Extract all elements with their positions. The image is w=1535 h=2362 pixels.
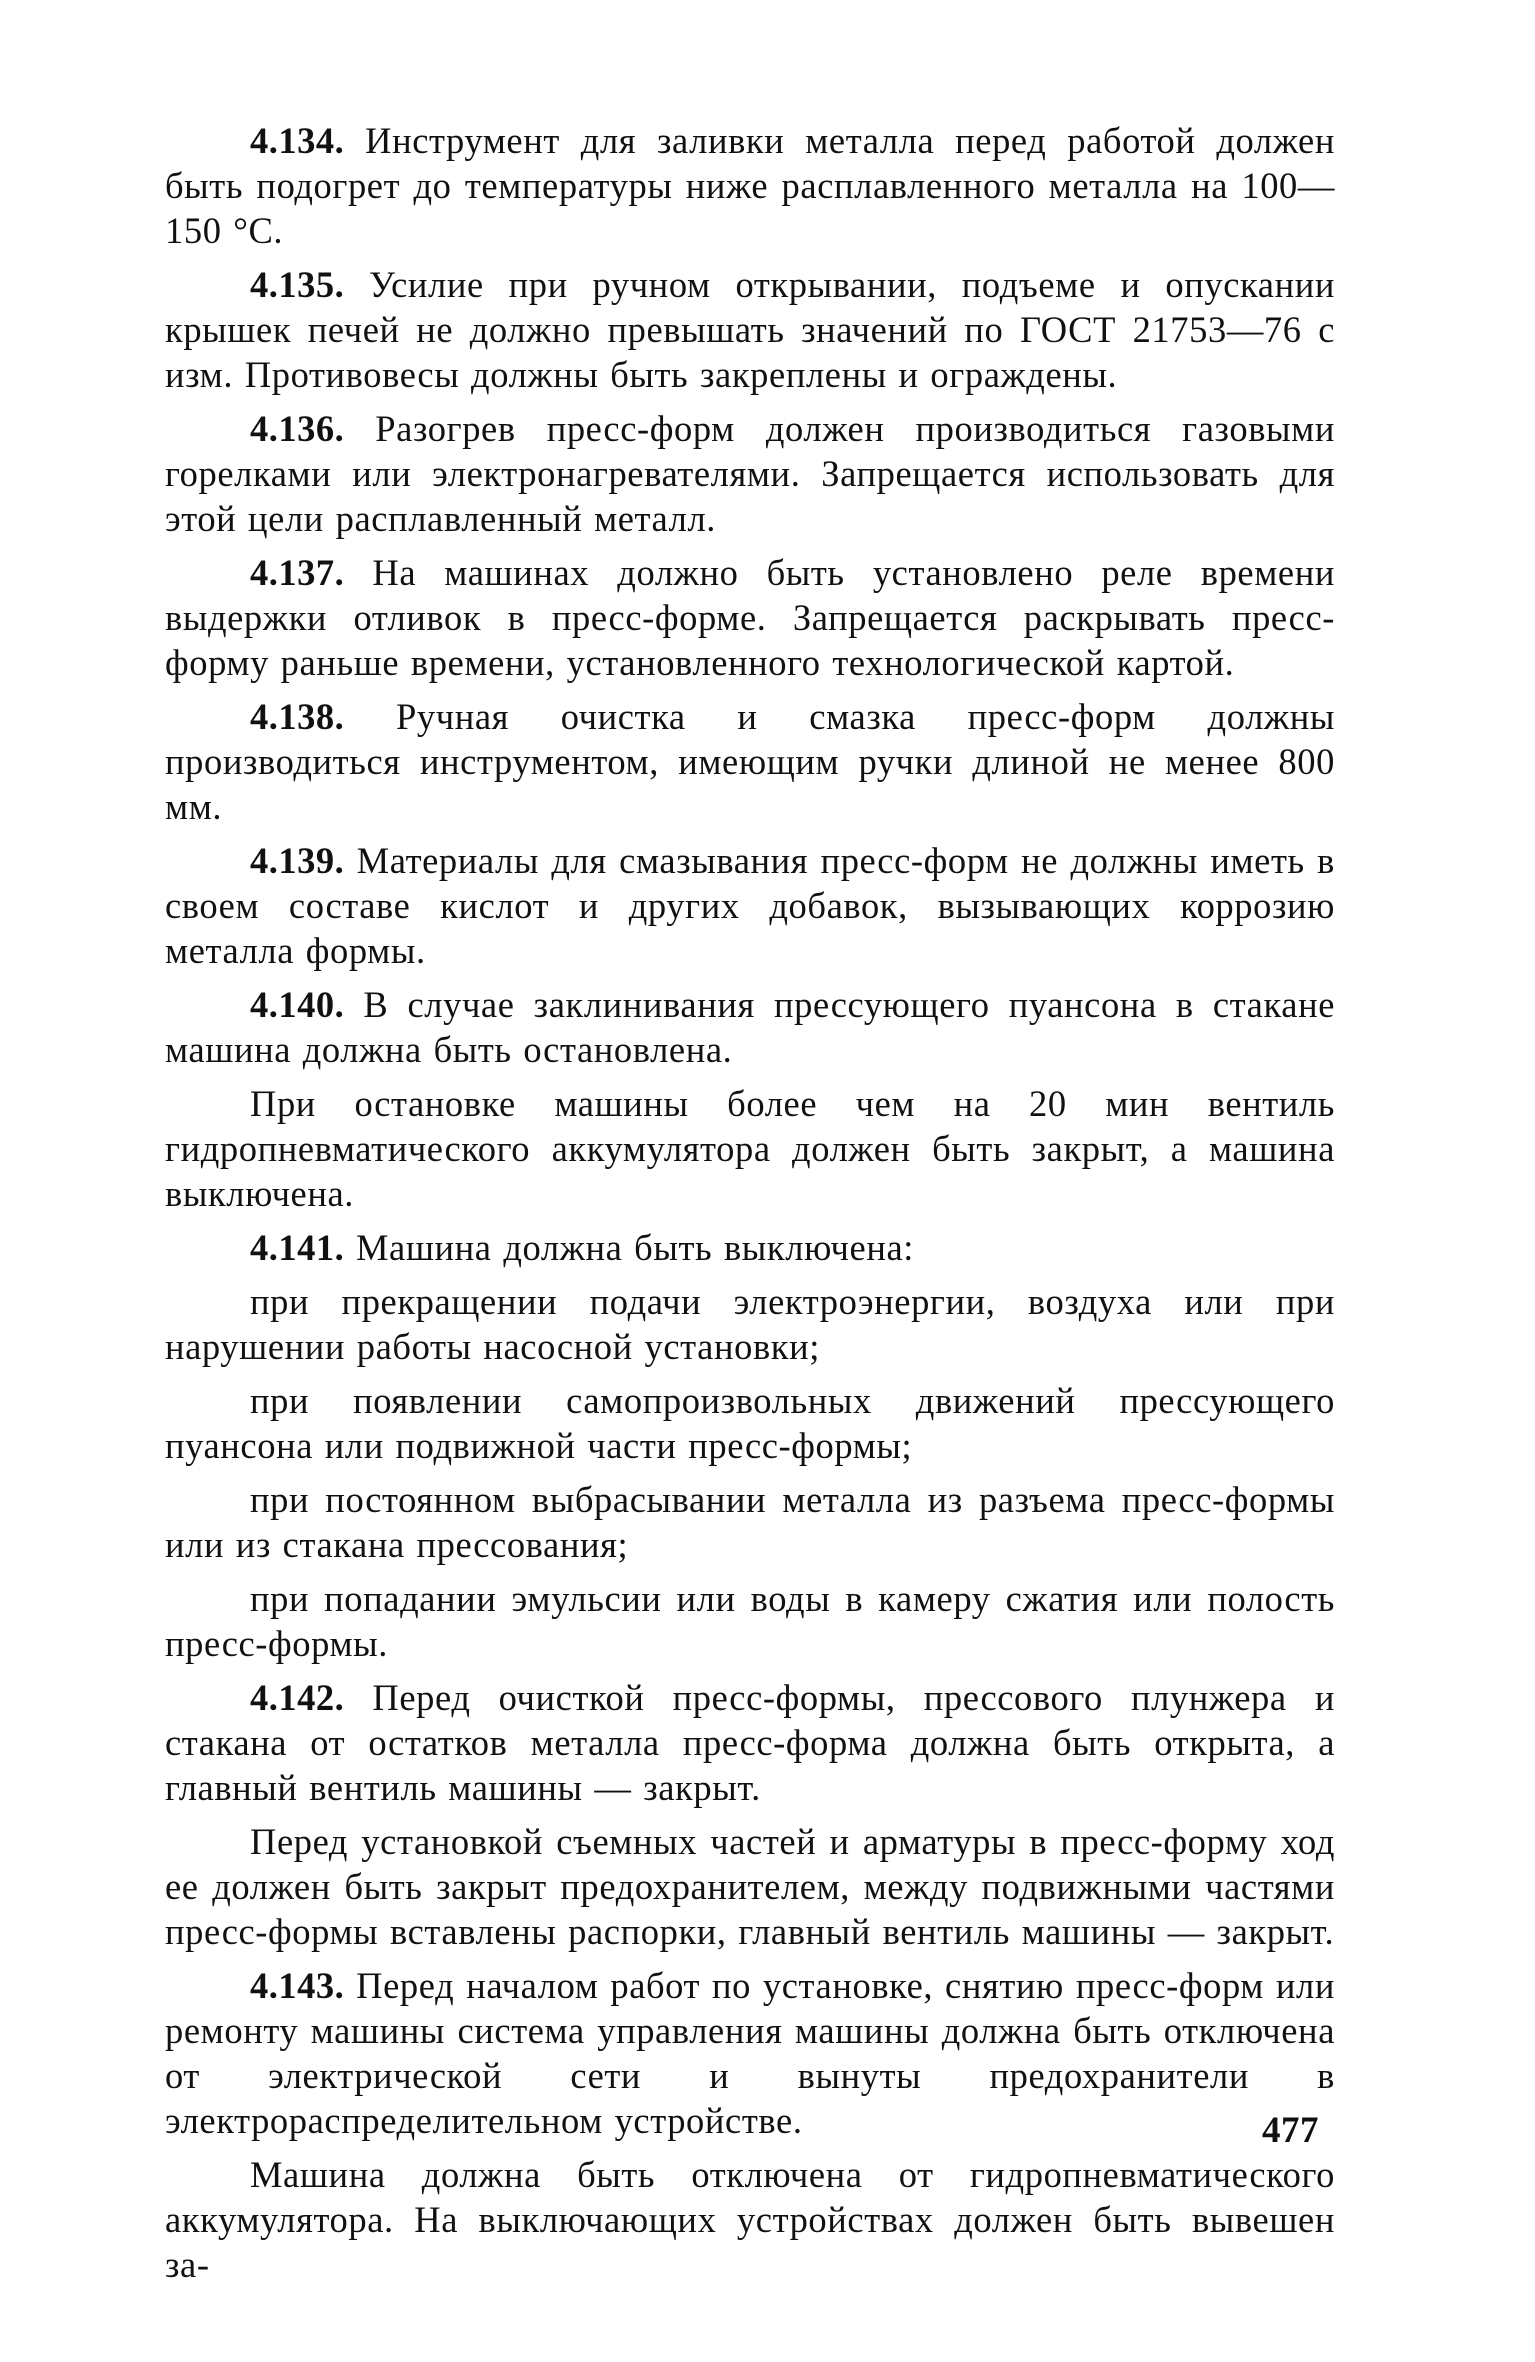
paragraph-4-142 <box>165 1675 1335 1810</box>
clause-number: 4.141. <box>250 1227 345 1268</box>
document-body <box>165 118 1335 2296</box>
list-item <box>165 1279 1335 1369</box>
paragraph-text: Машина должна быть выключена: <box>344 1227 914 1268</box>
clause-number: 4.140. <box>250 984 345 1025</box>
paragraph-text: При остановке машины более чем на 20 мин вентиль гидропневматического аккумулятора должен быть закрыт, а машина выключена. <box>165 1083 1335 1214</box>
paragraph-4-141 <box>165 1225 1335 1270</box>
clause-number: 4.136. <box>250 408 345 449</box>
list-item <box>165 1477 1335 1567</box>
paragraph-4-143-continued <box>165 2152 1335 2287</box>
paragraph-4-136 <box>165 406 1335 541</box>
clause-number: 4.137. <box>250 552 345 593</box>
paragraph-text: Разогрев пресс-форм должен производиться газовыми горелками или электронагревателями. Запрещается использовать для этой цели расплавленный металл. <box>165 408 1335 539</box>
paragraph-4-143 <box>165 1963 1335 2143</box>
clause-number: 4.135. <box>250 264 345 305</box>
paragraph-text: На машинах должно быть установлено реле времени выдержки отливок в пресс-форме. Запрещается раскрывать пресс-форму раньше времени, установленного технологической картой. <box>165 552 1335 683</box>
paragraph-text: Перед началом работ по установке, снятию пресс-форм или ремонту машины система управления машины должна быть отключена от электрической сети и вынуты предохранители в электрораспределительном устройстве. <box>165 1965 1335 2141</box>
paragraph-4-140-continued <box>165 1081 1335 1216</box>
paragraph-text: Перед очисткой пресс-формы, прессового плунжера и стакана от остатков металла пресс-форма должна быть открыта, а главный вентиль машины — закрыт. <box>165 1677 1335 1808</box>
paragraph-text: В случае заклинивания прессующего пуансона в стакане машина должна быть остановлена. <box>165 984 1335 1070</box>
clause-number: 4.134. <box>250 120 345 161</box>
paragraph-text: Перед установкой съемных частей и арматуры в пресс-форму ход ее должен быть закрыт предохранителем, между подвижными частями пресс-формы вставлены распорки, главный вентиль машины — закрыт. <box>165 1821 1335 1952</box>
page-number: 477 <box>1262 2110 1319 2151</box>
paragraph-4-142-continued <box>165 1819 1335 1954</box>
clause-number: 4.142. <box>250 1677 345 1718</box>
paragraph-text: при прекращении подачи электроэнергии, воздуха или при нарушении работы насосной установки; <box>165 1281 1335 1367</box>
paragraph-4-138 <box>165 694 1335 829</box>
paragraph-text: Инструмент для заливки металла перед работой должен быть подогрет до температуры ниже расплавленного металла на 100—150 °С. <box>165 120 1335 251</box>
paragraph-4-135 <box>165 262 1335 397</box>
list-item <box>165 1576 1335 1666</box>
paragraph-text: при появлении самопроизвольных движений прессующего пуансона или подвижной части пресс-формы; <box>165 1380 1335 1466</box>
paragraph-text: при постоянном выбрасывании металла из разъема пресс-формы или из стакана прессования; <box>165 1479 1335 1565</box>
clause-number: 4.139. <box>250 840 345 881</box>
paragraph-text: при попадании эмульсии или воды в камеру сжатия или полость пресс-формы. <box>165 1578 1335 1664</box>
paragraph-text: Машина должна быть отключена от гидропневматического аккумулятора. На выключающих устройствах должен быть вывешен за- <box>165 2154 1335 2285</box>
paragraph-4-137 <box>165 550 1335 685</box>
paragraph-text: Материалы для смазывания пресс-форм не должны иметь в своем составе кислот и других добавок, вызывающих коррозию металла формы. <box>165 840 1335 971</box>
clause-number: 4.138. <box>250 696 345 737</box>
paragraph-4-140 <box>165 982 1335 1072</box>
paragraph-4-139 <box>165 838 1335 973</box>
paragraph-4-134 <box>165 118 1335 253</box>
clause-number: 4.143. <box>250 1965 345 2006</box>
list-item <box>165 1378 1335 1468</box>
paragraph-text: Ручная очистка и смазка пресс-форм должны производиться инструментом, имеющим ручки длиной не менее 800 мм. <box>165 696 1335 827</box>
paragraph-text: Усилие при ручном открывании, подъеме и опускании крышек печей не должно превышать значений по ГОСТ 21753—76 с изм. Противовесы должны быть закреплены и ограждены. <box>165 264 1335 395</box>
